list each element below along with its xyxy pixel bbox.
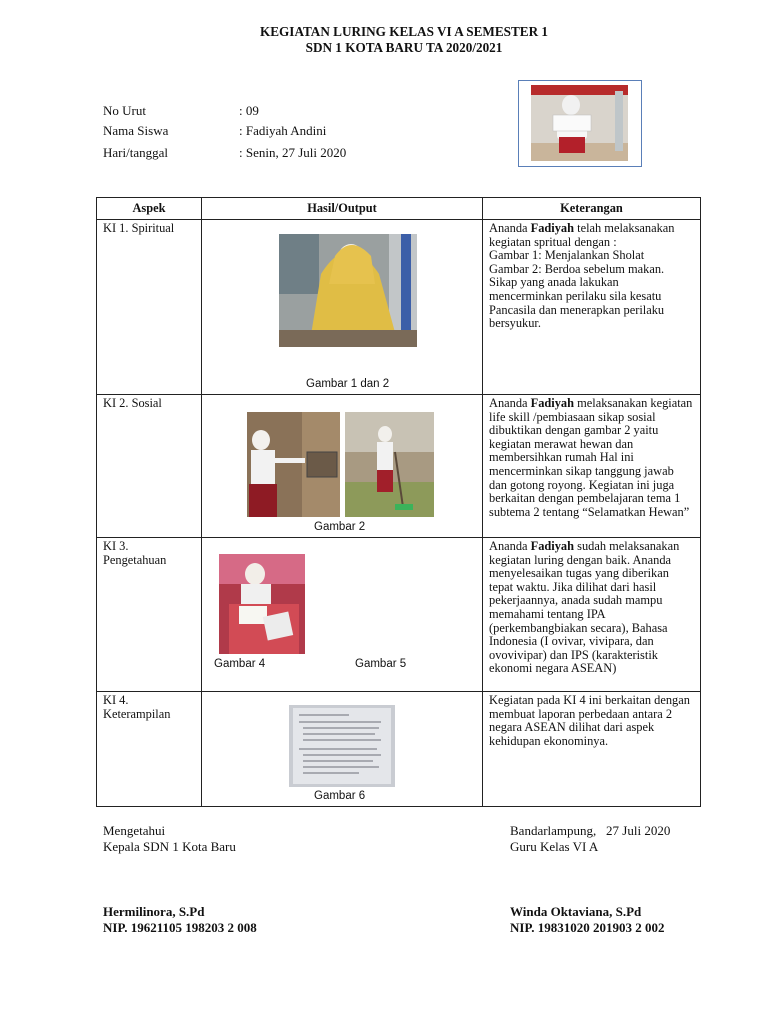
aspek-ki4-line2: Keterampilan bbox=[103, 706, 171, 721]
aspek-cell bbox=[97, 220, 202, 395]
keterangan-text-post: telah melaksanakan kegiatan spritual dengan : Gambar 1: Menjalankan Sholat Gambar 2: Berdoa sebelum makan. Sikap yang anada lakukan mencerminkan perilaku sila kesatu Pancasila dan menerapkan perilaku bersyukur. bbox=[489, 221, 675, 331]
value-nama-siswa: : Fadiyah Andini bbox=[239, 123, 327, 138]
student-name-bold: Fadiyah bbox=[530, 396, 575, 410]
aspek-ki3-line1: KI 3. bbox=[103, 539, 129, 553]
label-nama-siswa: Nama Siswa bbox=[103, 123, 169, 138]
value-hari-tanggal: : Senin, 27 Juli 2020 bbox=[239, 145, 347, 160]
aspek-ki2: KI 2. Sosial bbox=[103, 396, 162, 410]
photo-sweeping bbox=[345, 412, 434, 517]
table-row bbox=[97, 395, 701, 538]
footer-guru-kelas-title: Guru Kelas VI A bbox=[510, 839, 599, 854]
photo-studying bbox=[219, 554, 305, 654]
keterangan-ki2 bbox=[489, 397, 694, 519]
header-aspek: Aspek bbox=[97, 198, 202, 220]
header-keterangan: Keterangan bbox=[483, 198, 701, 220]
footer-guru-nip: NIP. 19831020 201903 2 002 bbox=[510, 920, 665, 935]
value-no-urut: : 09 bbox=[239, 103, 259, 118]
document-title-line1: KEGIATAN LURING KELAS VI A SEMESTER 1 bbox=[260, 24, 548, 39]
footer-kepala-sekolah-name: Hermilinora, S.Pd bbox=[103, 904, 205, 919]
caption-gambar-2: Gambar 2 bbox=[314, 521, 366, 533]
aspek-ki3-line2: Pengetahuan bbox=[103, 552, 167, 567]
photo-praying bbox=[279, 234, 417, 347]
header-hasil-output: Hasil/Output bbox=[202, 198, 483, 220]
keterangan-ki3 bbox=[489, 540, 694, 676]
footer-guru-name: Winda Oktaviana, S.Pd bbox=[510, 904, 642, 919]
table-header-row bbox=[97, 198, 701, 220]
aspek-ki4-line1: KI 4. bbox=[103, 693, 129, 707]
output-cell bbox=[202, 538, 483, 692]
table-row bbox=[97, 538, 701, 692]
table-row bbox=[97, 692, 701, 807]
student-photo bbox=[518, 80, 642, 167]
keterangan-text-post: melaksanakan kegiatan life skill /pembiasaan sikap sosial dibuktikan dengan gambar 2 yaitu kegiatan merawat hewan dan membersihkan rumah Hal ini mencerminkan sikap tanggung jawab dan gotong royong. Kegiatan ini juga berkaitan dengan pembelajaran tema 1 subtema 2 tentang “Selamatkan Hewan” bbox=[489, 396, 693, 519]
output-cell bbox=[202, 395, 483, 538]
document-title-line2: SDN 1 KOTA BARU TA 2020/2021 bbox=[305, 40, 503, 55]
photo-feeding-animal bbox=[247, 412, 340, 517]
keterangan-text-pre: Ananda bbox=[489, 221, 531, 235]
aspek-cell bbox=[97, 395, 202, 538]
caption-gambar-6: Gambar 6 bbox=[314, 790, 366, 802]
student-name-bold: Fadiyah bbox=[530, 221, 575, 235]
student-photo-image bbox=[519, 81, 640, 165]
caption-gambar-4: Gambar 4 bbox=[214, 658, 266, 670]
footer-kepala-sekolah-title: Kepala SDN 1 Kota Baru bbox=[103, 839, 236, 854]
footer-kepala-sekolah-nip: NIP. 19621105 198203 2 008 bbox=[103, 920, 257, 935]
activity-table bbox=[96, 197, 701, 807]
caption-gambar-1-2: Gambar 1 dan 2 bbox=[306, 378, 390, 390]
keterangan-cell bbox=[483, 538, 701, 692]
caption-gambar-5: Gambar 5 bbox=[355, 658, 407, 670]
keterangan-cell bbox=[483, 395, 701, 538]
footer-mengetahui: Mengetahui bbox=[103, 823, 166, 838]
photo-written-report bbox=[289, 705, 395, 787]
aspek-cell bbox=[97, 538, 202, 692]
aspek-cell bbox=[97, 692, 202, 807]
table-row bbox=[97, 220, 701, 395]
keterangan-text-pre: Ananda bbox=[489, 539, 531, 553]
keterangan-text-post: sudah melaksanakan kegiatan luring dengan baik. Ananda menyelesaikan tugas yang diberikan tepat waktu. Jika dilihat dari hasil pekerjaannya, anada sudah mampu memahami tentang IPA (perkembangbiakan secara), Bahasa Indonesia (I ovivar, vivipara, dan ovovivipar) dan IPS (karakteristik ekonomi negara ASEAN) bbox=[489, 539, 680, 676]
output-cell bbox=[202, 692, 483, 807]
footer-place-date: Bandarlampung, 27 Juli 2020 bbox=[510, 823, 671, 838]
output-cell bbox=[202, 220, 483, 395]
keterangan-ki1 bbox=[489, 222, 694, 331]
aspek-ki1: KI 1. Spiritual bbox=[103, 221, 175, 235]
keterangan-text-pre: Ananda bbox=[489, 396, 531, 410]
keterangan-cell bbox=[483, 692, 701, 807]
label-hari-tanggal: Hari/tanggal bbox=[103, 145, 168, 160]
label-no-urut: No Urut bbox=[103, 103, 146, 118]
student-name-bold: Fadiyah bbox=[530, 539, 575, 553]
keterangan-cell bbox=[483, 220, 701, 395]
keterangan-ki4: Kegiatan pada KI 4 ini berkaitan dengan membuat laporan perbedaan antara 2 negara ASEAN dilihat dari aspek kehidupan ekonominya. bbox=[489, 693, 690, 748]
